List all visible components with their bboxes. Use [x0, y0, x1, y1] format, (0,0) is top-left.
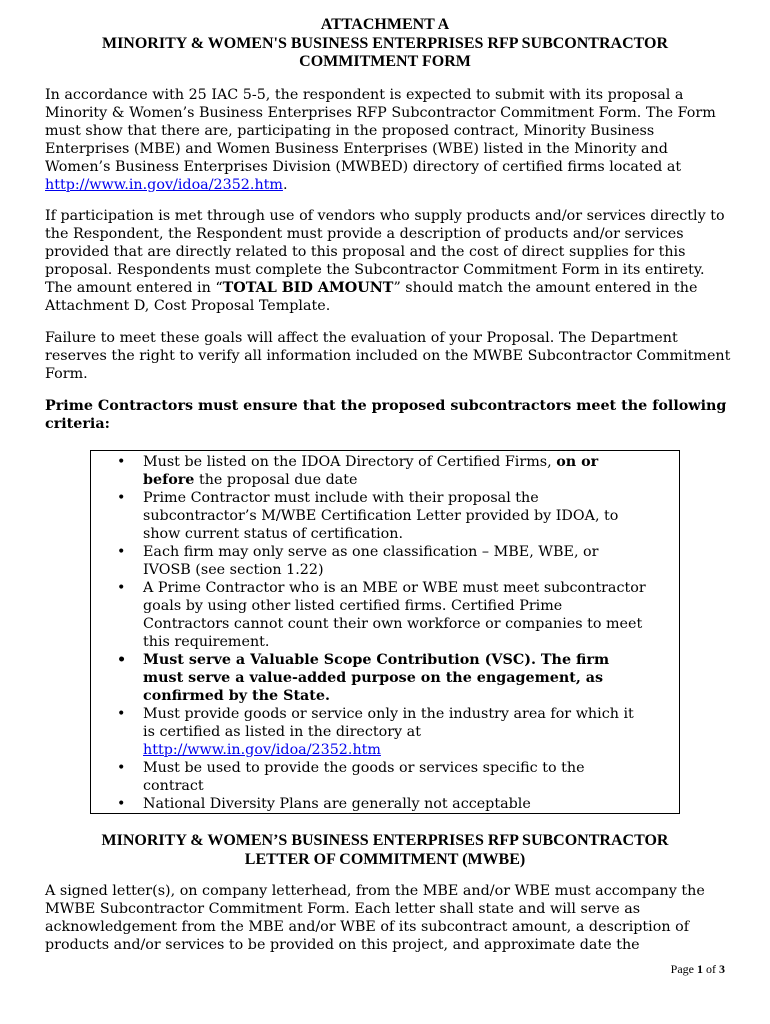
criteria-list: [91, 453, 679, 813]
section-title-line1: MINORITY & WOMEN’S BUSINESS ENTERPRISES RFP SUBCONTRACTOR: [101, 832, 669, 849]
list-item: • Each firm may only serve as one classification – MBE, WBE, or IVOSB (see section 1.22): [117, 544, 599, 578]
participation-paragraph: If participation is met through use of vendors who supply products and/or services directly to the Respondent, the Respondent must provide a description of products and/or services provided that are directly related to this proposal and the cost of direct supplies for this proposal. Respondents must complete the Subcontractor Commitment Form in its entirety. The amount entered in “TOTAL BID AMOUNT” should match the amount entered in the Attachment D, Cost Proposal Template.: [45, 208, 725, 314]
idoa-directory-link[interactable]: http://www.in.gov/idoa/2352.htm: [45, 177, 283, 193]
total-bid-amount-label: TOTAL BID AMOUNT: [222, 280, 394, 296]
form-title-line1: MINORITY & WOMEN'S BUSINESS ENTERPRISES RFP SUBCONTRACTOR: [101, 35, 669, 52]
list-item: • National Diversity Plans are generally not acceptable: [117, 796, 531, 812]
form-title-line2: COMMITMENT FORM: [299, 53, 471, 70]
list-item: • A Prime Contractor who is an MBE or WBE must meet subcontractor goals by using other listed certified firms. Certified Prime Contractors cannot count their own workforce or companies to meet this requirement.: [117, 580, 646, 650]
evaluation-paragraph: Failure to meet these goals will affect the evaluation of your Proposal. The Department reserves the right to verify all information included on the MWBE Subcontractor Commitment Form.: [45, 330, 731, 382]
list-item: • Must provide goods or service only in the industry area for which it is certified as listed in the directory at http://www.in.gov/idoa/2352.htm: [117, 706, 634, 758]
list-item: • Must be listed on the IDOA Directory of Certified Firms, on or before the proposal due date: [117, 454, 599, 488]
idoa-directory-link[interactable]: http://www.in.gov/idoa/2352.htm: [143, 742, 381, 758]
criteria-box: [90, 450, 680, 814]
section-title-line2: LETTER OF COMMITMENT (MWBE): [244, 851, 526, 868]
attachment-title: ATTACHMENT A: [320, 16, 450, 33]
list-item: • Must serve a Valuable Scope Contribution (VSC). The firm must serve a value-added purpose on the engagement, as confirmed by the State.: [117, 652, 610, 704]
list-item: • Prime Contractor must include with their proposal the subcontractor’s M/WBE Certification Letter provided by IDOA, to show current status of certification.: [117, 490, 619, 542]
page-number: Page 1 of 3: [670, 962, 725, 976]
commitment-letter-paragraph: A signed letter(s), on company letterhead, from the MBE and/or WBE must accompany the MWBE Subcontractor Commitment Form. Each letter shall state and will serve as acknowledgement from the MBE and/or WBE of its subcontract amount, a description of products and/or services to be provided on this project, and approximate date the: [45, 883, 705, 953]
intro-paragraph: In accordance with 25 IAC 5-5, the respondent is expected to submit with its proposal a Minority & Women’s Business Enterprises RFP Subcontractor Commitment Form. The Form must show that there are, participating in the proposed contract, Minority Business Enterprises (MBE) and Women Business Enterprises (WBE) listed in the Minority and Women’s Business Enterprises Division (MWBED) directory of certified firms located at http://www.in.gov/idoa/2352.htm.: [45, 87, 716, 193]
criteria-heading: Prime Contractors must ensure that the proposed subcontractors meet the following criteria:: [45, 398, 727, 432]
list-item: • Must be used to provide the goods or services specific to the contract: [117, 760, 585, 794]
